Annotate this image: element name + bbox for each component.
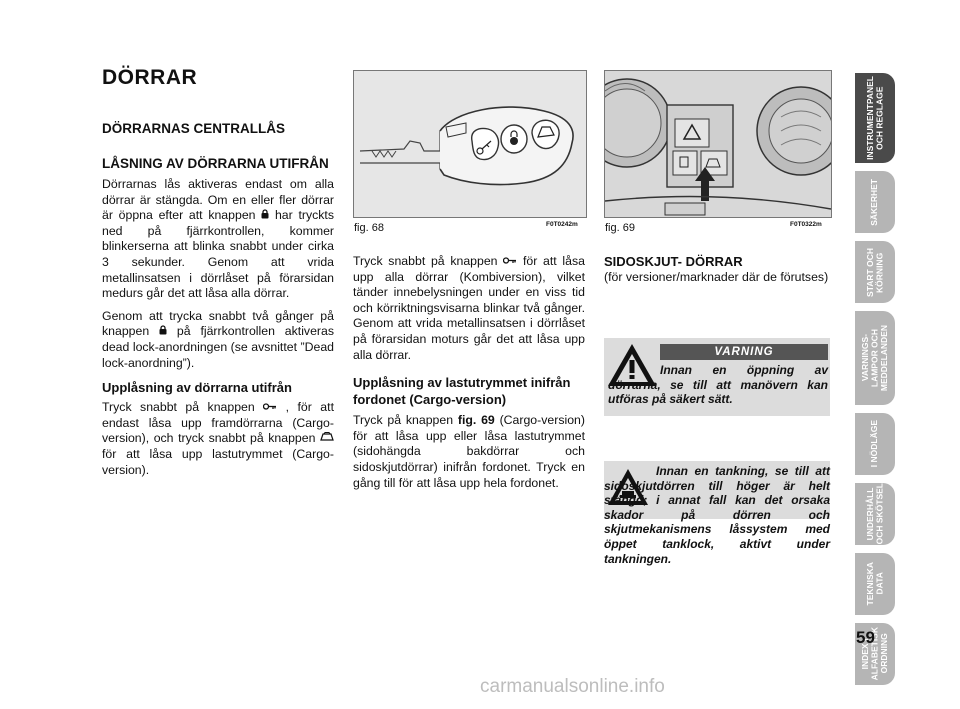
paragraph-cargo-unlock: Tryck på knappen fig. 69 (Cargo-version) för att låsa upp eller låsa lastutrymmet (sidohängda bakdörrar och sidoskjutdörrar) inifrån fordonet. Tryck en gång till för att låsa upp hela fordonet. [353,413,585,490]
tab-index[interactable]: INDEX I ALFABETISK ORDNING [855,623,895,685]
paragraph-unlock: Tryck snabbt på knappen , för att endast låsa upp framdörrarna (Cargo-version), och tryck snabbt på knappen för att låsa upp lastutrymmet (Cargo-version). [102,400,334,477]
figure-69-code: F0T0322m [790,221,822,228]
tab-instrumentpanel[interactable]: INSTRUMENTPANEL OCH REGLAGE [855,73,895,163]
heading-cargo-unlock: Upplåsning av lastutrymmet inifrån fordonet (Cargo-version) [353,375,571,408]
figure-68-code: F0T0242m [546,221,578,228]
paragraph-lock: Dörrarnas lås aktiveras endast om alla dörrar är stängda. Om en eller fler dörrar är öppna efter att knappen har tryckts ned på fjärrkontrollen, kommer blinkerserna att blinka snabbt under cirka 3 sekunder. Genom att vrida metallinsatsen i dörrlåset på förarsidan medurs går det att låsa alla dörrar. [102,177,334,301]
tab-start-korning[interactable]: START OCH KÖRNING [855,241,895,303]
figure-69-caption: fig. 69 [605,222,635,234]
paragraph-deadlock: Genom att trycka snabbt två gånger på knappen på fjärrkontrollen aktiveras dead lock-anordningen (se avsnittet ”Dead lock-anordning”). [102,308,334,370]
subtext-versions: (för versioner/marknader där de förutses) [604,270,829,284]
note-text: Innan en tankning, se till att sidoskjutdörren till höger är helt stängd; i annat fall kan det orsaka skador på dörren och skjutmekanismens låssystem med öppet tanklock, aktivt under tankningen. [604,464,830,566]
trunk-icon [320,431,334,447]
warning-text: Innan en öppning av dörrarna, se till att manövern kan utföras på säkert sätt. [608,363,828,407]
dashboard-illustration [605,71,831,217]
tab-sakerhet[interactable]: SÄKERHET [855,171,895,233]
remote-button-lock [501,125,527,153]
paragraph-unlock-all: Tryck snabbt på knappen för att låsa upp alla dörrar (Kombiversion), vilket tänder innebelysningen under en viss tid och körriktningsvisarna blinkar två gånger. Genom att vrida metallinsatsen i dörrlåset på förarsidan moturs går det att låsa upp alla dörrar. [353,254,585,362]
heading-unlocking-outside: Upplåsning av dörrarna utifrån [102,380,292,396]
lock-icon [159,324,167,340]
remote-button-trunk [532,120,559,148]
tab-tekniska-data[interactable]: TEKNISKA DATA [855,553,895,615]
column-1 [102,120,334,478]
figure-68-caption: fig. 68 [354,222,384,234]
page-title: DÖRRAR [102,66,198,89]
remote-key-illustration [354,71,586,217]
key-unlock-icon [503,254,517,270]
column-2 [353,254,585,491]
page-number: 59 [856,628,875,647]
tab-underhall[interactable]: UNDERHÅLL OCH SKÖTSEL [855,483,895,545]
watermark: carmanualsonline.info [480,676,665,697]
heading-locking-outside: LÅSNING AV DÖRRARNA UTIFRÅN [102,156,329,171]
tab-varningslampor[interactable]: VARNINGS- LAMPOR OCH MEDDELANDEN [855,311,895,405]
warning-box [604,338,830,416]
heading-sliding-doors: SIDOSKJUT- DÖRRAR [604,254,743,269]
figure-69-dashboard-button [604,70,832,218]
key-unlock-icon [263,400,277,416]
column-3 [604,253,830,286]
remote-button-unlock [472,129,499,160]
tab-i-nodlage[interactable]: I NÖDLÄGE [855,413,895,475]
lock-icon [261,208,269,224]
figure-68-remote-key [353,70,587,218]
warning-label: VARNING [660,344,828,360]
heading-central-locking: DÖRRARNAS CENTRALLÅS [102,121,285,136]
